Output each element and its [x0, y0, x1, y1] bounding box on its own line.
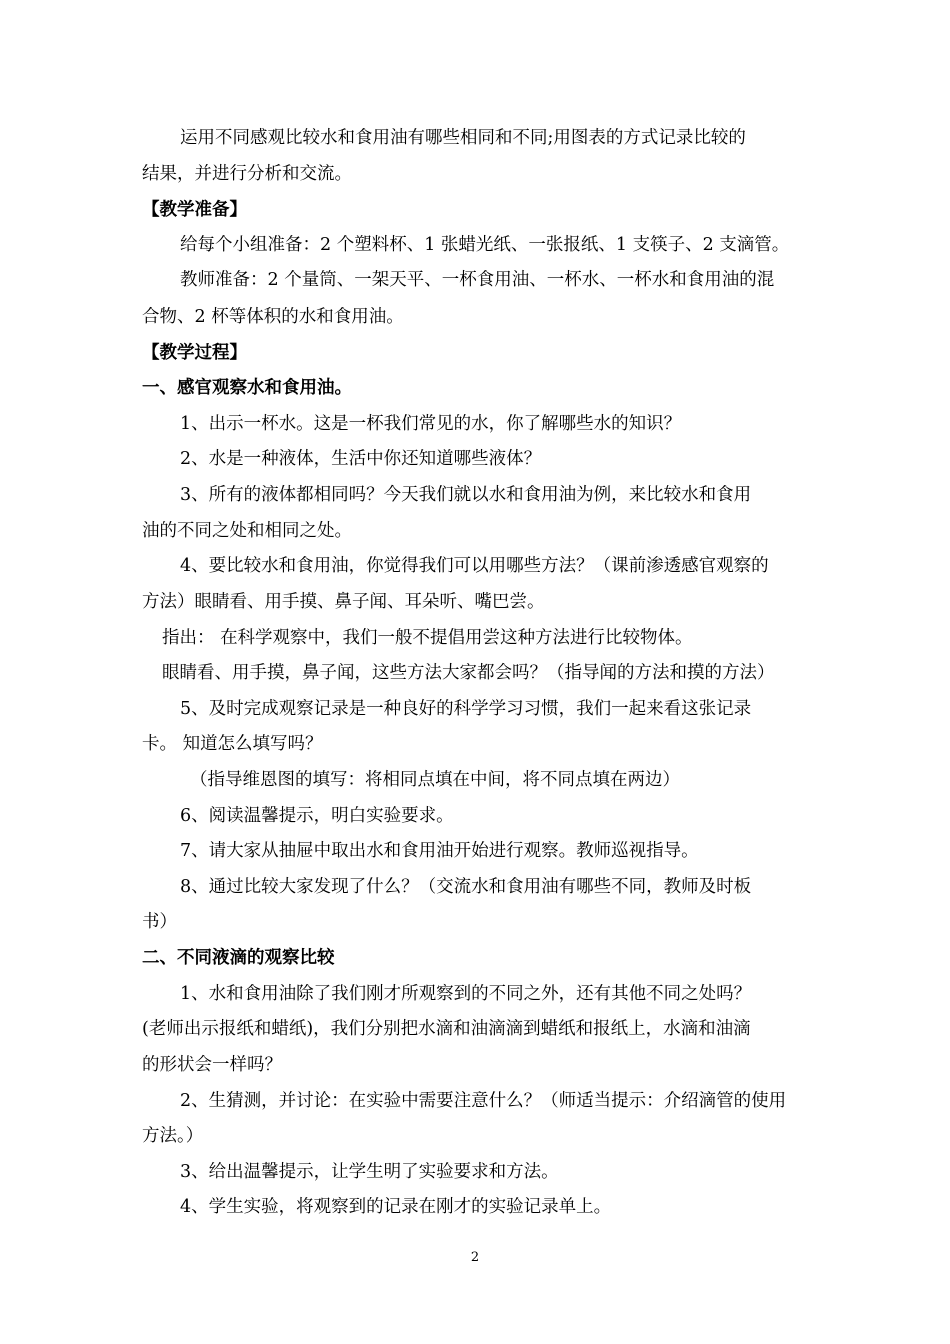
paragraph-line: 教师准备：2 个量筒、一架天平、一杯食用油、一杯水、一杯水和食用油的混	[180, 270, 775, 290]
section-heading: 【教学准备】	[142, 200, 247, 220]
paragraph-line: 眼睛看、用手摸，鼻子闻，这些方法大家都会吗？（指导闻的方法和摸的方法）	[162, 663, 775, 683]
paragraph-line: 卡。 知道怎么填写吗？	[142, 734, 323, 754]
list-item: 1、水和食用油除了我们刚才所观察到的不同之外，还有其他不同之处吗？	[180, 984, 752, 1004]
paragraph-line: 运用不同感观比较水和食用油有哪些相同和不同;用图表的方式记录比较的	[180, 128, 746, 148]
list-item: 7、请大家从抽屉中取出水和食用油开始进行观察。教师巡视指导。	[180, 841, 699, 861]
paragraph-line: 方法。）	[142, 1126, 204, 1146]
list-item: 2、水是一种液体，生活中你还知道哪些液体？	[180, 449, 542, 469]
paragraph-line: 书）	[142, 912, 177, 932]
list-item: 3、给出温馨提示，让学生明了实验要求和方法。	[180, 1162, 559, 1182]
page-number: 2	[470, 1250, 480, 1265]
list-item: 4、学生实验，将观察到的记录在刚才的实验记录单上。	[180, 1197, 612, 1217]
list-item: 1、出示一杯水。这是一杯我们常见的水，你了解哪些水的知识？	[180, 414, 682, 434]
paragraph-line: 油的不同之处和相同之处。	[142, 521, 352, 541]
list-item: 2、生猜测，并讨论：在实验中需要注意什么？（师适当提示：介绍滴管的使用	[180, 1091, 787, 1111]
list-item: 6、阅读温馨提示，明白实验要求。	[180, 806, 454, 826]
section-heading: 【教学过程】	[142, 343, 247, 363]
paragraph-line: 的形状会一样吗？	[142, 1055, 282, 1075]
paragraph-line: (老师出示报纸和蜡纸)，我们分别把水滴和油滴滴到蜡纸和报纸上，水滴和油滴	[142, 1019, 751, 1039]
list-item: 4、要比较水和食用油，你觉得我们可以用哪些方法？（课前渗透感官观察的	[180, 556, 769, 576]
paragraph-line: 方法）眼睛看、用手摸、鼻子闻、耳朵听、嘴巴尝。	[142, 592, 545, 612]
list-item: 8、通过比较大家发现了什么？（交流水和食用油有哪些不同，教师及时板	[180, 877, 752, 897]
subsection-heading: 一、感官观察水和食用油。	[142, 378, 352, 398]
subsection-heading: 二、不同液滴的观察比较	[142, 948, 335, 968]
paragraph-line: （指导维恩图的填写：将相同点填在中间，将不同点填在两边）	[190, 770, 680, 790]
paragraph-line: 指出： 在科学观察中，我们一般不提倡用尝这种方法进行比较物体。	[162, 628, 693, 648]
list-item: 5、及时完成观察记录是一种良好的科学学习习惯，我们一起来看这张记录	[180, 699, 752, 719]
list-item: 3、所有的液体都相同吗？今天我们就以水和食用油为例，来比较水和食用	[180, 485, 752, 505]
paragraph-line: 结果，并进行分析和交流。	[142, 164, 352, 184]
paragraph-line: 给每个小组准备：2 个塑料杯、1 张蜡光纸、一张报纸、1 支筷子、2 支滴管。	[180, 235, 790, 255]
paragraph-line: 合物、2 杯等体积的水和食用油。	[142, 307, 404, 327]
